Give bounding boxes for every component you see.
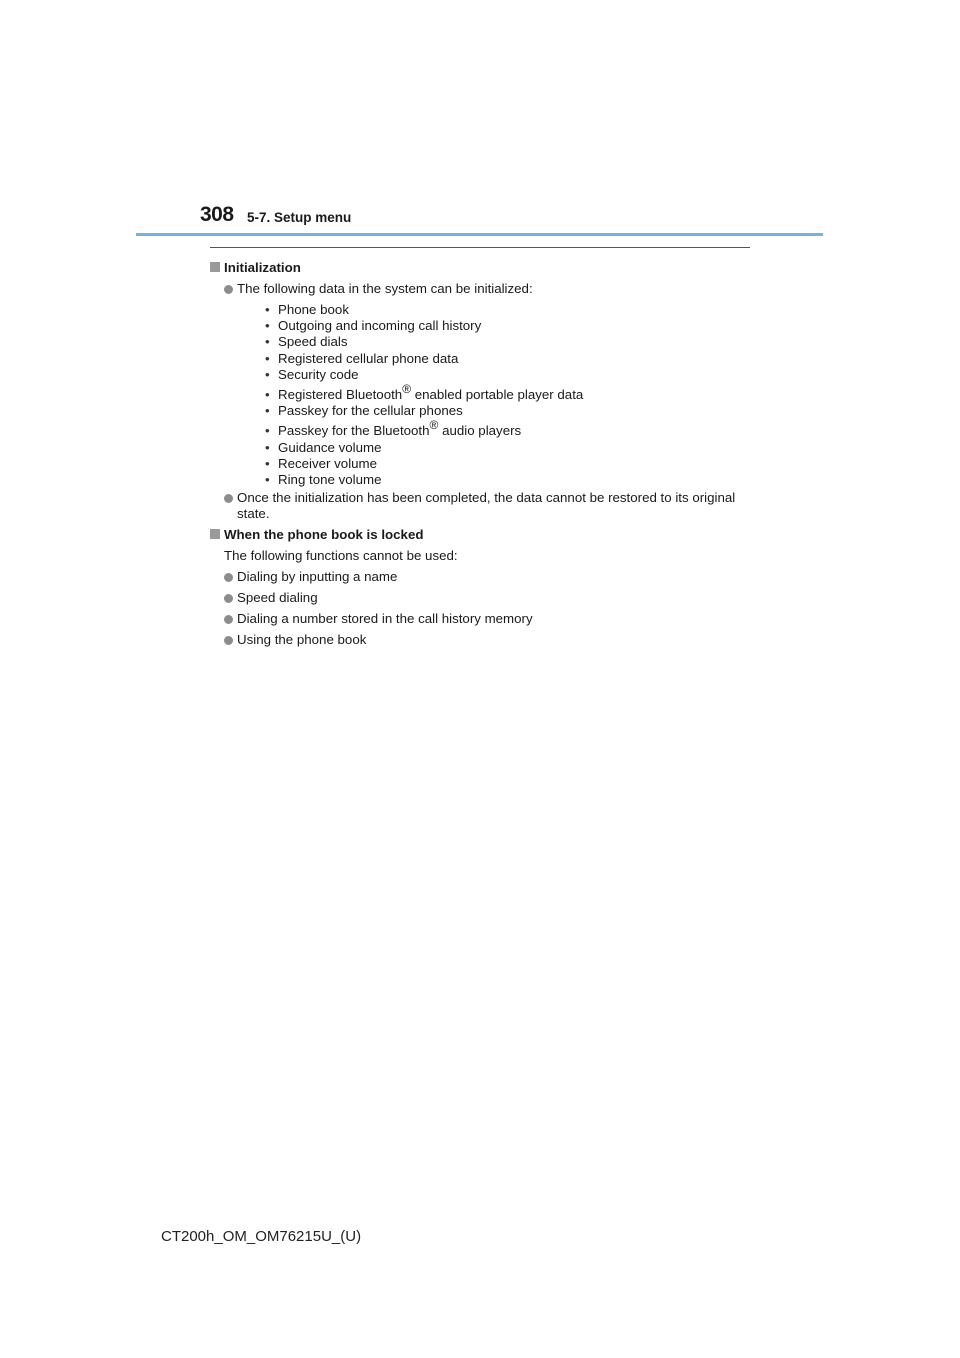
phonebook-locked-heading	[210, 527, 755, 543]
round-bullet-icon	[224, 573, 233, 582]
list-item	[210, 590, 755, 606]
sub-list-item: • Ring tone volume	[265, 472, 382, 488]
sub-list-item: • Security code	[265, 366, 359, 382]
content-divider	[210, 247, 750, 248]
sub-list-item: • Passkey for the cellular phones	[265, 403, 463, 419]
list-item	[210, 632, 755, 648]
round-bullet-icon	[224, 494, 233, 503]
item-text: The following data in the system can be initialized:	[237, 281, 533, 296]
sub-list-item: • Phone book	[265, 302, 349, 317]
list-item	[210, 569, 755, 585]
round-bullet-icon	[224, 594, 233, 603]
sub-list-item: • Guidance volume	[265, 439, 382, 455]
square-bullet-icon	[210, 529, 220, 539]
square-bullet-icon	[210, 262, 220, 272]
list-item	[210, 490, 755, 522]
header-divider	[136, 233, 823, 236]
heading-text: Initialization	[224, 260, 301, 275]
round-bullet-icon	[224, 615, 233, 624]
sub-list-item: • Receiver volume	[265, 455, 378, 471]
initialization-heading	[210, 260, 755, 276]
list-item	[210, 281, 755, 488]
round-bullet-icon	[224, 636, 233, 645]
sub-list-item: • Passkey for the Bluetooth® audio players	[265, 418, 522, 439]
page-number: 308	[200, 203, 234, 226]
item-text: Using the phone book	[237, 632, 367, 648]
heading-text: When the phone book is locked	[224, 527, 424, 543]
item-text: Once the initialization has been completed, the data cannot be restored to its original state.	[237, 490, 736, 522]
sub-list-item: • Speed dials	[265, 334, 348, 350]
list-item	[210, 611, 755, 627]
item-text: Dialing a number stored in the call history memory	[237, 611, 533, 627]
item-text: Speed dialing	[237, 590, 318, 606]
sub-list-item: • Registered cellular phone data	[265, 350, 459, 366]
section-title: 5-7. Setup menu	[247, 210, 352, 225]
sub-list-item: • Registered Bluetooth® enabled portable player data	[265, 382, 584, 403]
round-bullet-icon	[224, 285, 233, 294]
page-content	[210, 257, 755, 648]
phonebook-locked-intro: The following functions cannot be used:	[224, 548, 458, 564]
item-text: Dialing by inputting a name	[237, 569, 398, 585]
sub-list-item: • Outgoing and incoming call history	[265, 318, 482, 334]
initialization-data-list	[237, 302, 755, 488]
footer-document-code: CT200h_OM_OM76215U_(U)	[161, 1228, 362, 1245]
